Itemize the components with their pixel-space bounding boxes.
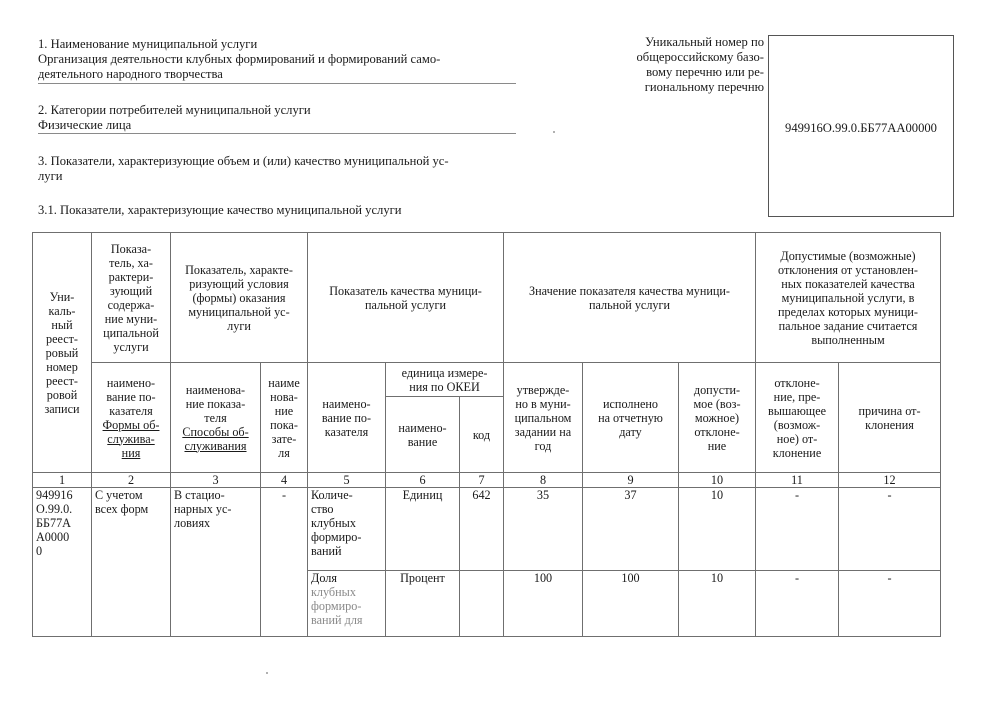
text-line: казателя	[324, 424, 369, 439]
text-line: наимено-	[322, 396, 371, 411]
col-num: 3	[171, 473, 261, 488]
text-line: ципальном	[514, 410, 572, 425]
text-line: пальное задание считается	[778, 318, 918, 333]
text-line: реест-	[45, 373, 78, 388]
indicator-c4: -	[261, 488, 308, 637]
text-line: служивания	[184, 438, 247, 453]
indicator-name-rest	[311, 585, 384, 627]
unique-label-line4: гиональному перечню	[644, 80, 764, 94]
h-form-name	[92, 363, 171, 473]
text-line: клонения	[865, 417, 914, 432]
text-line: клубных	[311, 585, 356, 599]
text-line: ния по ОКЕИ	[409, 379, 480, 394]
h-executed	[583, 363, 679, 473]
h-allowed	[679, 363, 756, 473]
text-line: наимено-	[106, 375, 156, 390]
text-line: формиро-	[311, 599, 362, 613]
consumer-category-title: 2. Категории потребителей муниципальной услуги	[38, 103, 311, 117]
column-numbers-row	[33, 473, 941, 488]
h-form-name-value	[93, 418, 169, 460]
header-row-1	[33, 233, 941, 363]
text-line: нова-	[270, 389, 298, 404]
text-line: С учетом	[95, 488, 143, 502]
unit-code: 642	[460, 488, 504, 571]
text-line: утвержде-	[516, 382, 570, 397]
text-line: ровой	[46, 387, 78, 402]
h-method-name-value	[172, 425, 259, 453]
service-method	[171, 488, 261, 637]
text-line: зате-	[271, 431, 297, 446]
h-okei-unit	[386, 363, 504, 397]
section-2	[38, 103, 516, 133]
unit-name: Процент	[386, 571, 460, 637]
text-line: ловиях	[174, 516, 211, 530]
text-line: клонение	[772, 445, 822, 460]
approved-value: 100	[504, 571, 583, 637]
text-line: выполненным	[811, 332, 885, 347]
unique-number-value: 949916О.99.0.ББ77АА00000	[785, 121, 937, 135]
text-line: ния	[121, 445, 141, 460]
col-num: 11	[756, 473, 839, 488]
text-line: мое (воз-	[693, 396, 741, 411]
quality-indicators-title: 3.1. Показатели, характеризующие качество муниципальной услуги	[38, 203, 402, 217]
text-line: но в муни-	[515, 396, 571, 411]
text-line: луги	[227, 318, 251, 333]
service-name-title: 1. Наименование муниципальной услуги	[38, 37, 258, 51]
indicators-title-line1: 3. Показатели, характеризующие объем и (или) качество муниципальной ус-	[38, 154, 449, 168]
h-quality-indicator	[308, 233, 504, 363]
header-row-2	[33, 363, 941, 397]
text-line: на отчетную	[598, 410, 663, 425]
text-line: Количе-	[311, 488, 353, 502]
text-line: пока-	[270, 417, 298, 432]
h-method-name-text	[172, 383, 259, 425]
text-line: нарных ус-	[174, 502, 232, 516]
text-line: ББ77А	[36, 516, 71, 530]
text-line: вышающее	[767, 403, 827, 418]
text-line: реест-	[45, 331, 78, 346]
text-line: Показатель, характе-	[185, 262, 293, 277]
h-quality-value	[504, 233, 756, 363]
exceeding-deviation: -	[756, 488, 839, 571]
unique-label-line2: общероссийскому базо-	[636, 50, 764, 64]
h-allowed-deviation	[756, 233, 941, 363]
text-line: пальной услуги	[588, 297, 671, 312]
deviation-reason: -	[839, 571, 941, 637]
text-line: ный	[51, 317, 73, 332]
text-line: отклонения от установлен-	[778, 262, 918, 277]
text-line: ное) от-	[776, 431, 818, 446]
quality-indicators-table	[32, 232, 941, 637]
h-conditions-indicator	[171, 233, 308, 363]
text-line: 949916	[36, 488, 73, 502]
text-line: ных показателей качества	[781, 276, 915, 291]
executed-value: 100	[583, 571, 679, 637]
text-line: Формы об-	[102, 417, 160, 432]
table-row	[33, 488, 941, 571]
text-line: всех форм	[95, 502, 149, 516]
text-line: ризующий условия	[189, 276, 289, 291]
text-line: допусти-	[693, 382, 741, 397]
section-3	[38, 154, 516, 184]
text-line: ровый	[45, 345, 79, 360]
text-line: ваний	[311, 544, 342, 558]
indicator-name-first: Доля	[311, 571, 337, 585]
scan-speck	[553, 131, 555, 133]
text-line: ние	[707, 438, 727, 453]
h-form-name-text	[93, 376, 169, 418]
text-line: Допустимые (возможные)	[780, 248, 916, 263]
text-line: ципальной	[103, 325, 159, 340]
unit-code	[460, 571, 504, 637]
col-num: 12	[839, 473, 941, 488]
text-line: единица измере-	[401, 365, 488, 380]
text-line: теля	[204, 410, 227, 425]
text-line: рактери-	[108, 269, 154, 284]
col-num: 2	[92, 473, 171, 488]
text-line: казателя	[109, 403, 153, 418]
text-line: ние показа-	[185, 396, 246, 411]
text-line: вание	[407, 434, 438, 449]
registry-number	[33, 488, 92, 637]
text-line: содержа-	[107, 297, 155, 312]
text-line: Способы об-	[182, 424, 249, 439]
text-line: Значение показателя качества муници-	[529, 283, 730, 298]
scan-speck	[266, 672, 268, 674]
consumer-category-value: Физические лица	[38, 118, 132, 132]
col-num: 7	[460, 473, 504, 488]
unique-number-label	[606, 35, 764, 95]
text-line: формиро-	[311, 530, 362, 544]
text-line: услуги	[113, 339, 149, 354]
text-line: номер	[46, 359, 78, 374]
section-3-1	[38, 203, 516, 218]
text-line: ние муни-	[104, 311, 158, 326]
text-line: клубных	[311, 516, 356, 530]
text-line: причина от-	[858, 403, 921, 418]
text-line: каль-	[48, 303, 76, 318]
text-line: О.99.0.	[36, 502, 73, 516]
text-line: тель, ха-	[109, 255, 153, 270]
text-line: можное)	[694, 410, 740, 425]
col-num: 9	[583, 473, 679, 488]
text-line: ваний для	[311, 613, 363, 627]
exceeding-deviation: -	[756, 571, 839, 637]
unique-label-line3: вому перечню или ре-	[646, 65, 764, 79]
text-line: вание по-	[106, 389, 156, 404]
text-line: ние	[274, 403, 294, 418]
text-line: пределах которых муници-	[778, 304, 918, 319]
text-line: наименова-	[185, 382, 246, 397]
h-unit-code: код	[460, 397, 504, 473]
text-line: муниципальной ус-	[188, 304, 290, 319]
text-line: год	[534, 438, 552, 453]
text-line: отклоне-	[694, 424, 740, 439]
text-line: ство	[311, 502, 334, 516]
rule-2	[38, 133, 516, 134]
text-line: (возмож-	[773, 417, 821, 432]
unique-number-box	[768, 35, 954, 217]
col-num: 8	[504, 473, 583, 488]
text-line: наимено-	[398, 420, 447, 435]
h-exceeding	[756, 363, 839, 473]
col-num: 4	[261, 473, 308, 488]
rule-1	[38, 83, 516, 84]
service-name-line2: деятельного народного творчества	[38, 67, 223, 81]
text-line: отклоне-	[774, 375, 820, 390]
text-line: исполнено	[602, 396, 659, 411]
text-line: ля	[278, 445, 290, 460]
h-unit-name	[386, 397, 460, 473]
text-line: записи	[44, 401, 80, 416]
text-line: зующий	[109, 283, 153, 298]
text-line: 0	[36, 544, 43, 558]
approved-value: 35	[504, 488, 583, 571]
unit-name: Единиц	[386, 488, 460, 571]
h-content-indicator	[92, 233, 171, 363]
col-num: 6	[386, 473, 460, 488]
h-unique-registry	[33, 233, 92, 473]
allowed-deviation: 10	[679, 571, 756, 637]
h-reason	[839, 363, 941, 473]
text-line: дату	[619, 424, 642, 439]
section-1	[38, 37, 516, 82]
h-method-name	[171, 363, 261, 473]
indicator-name	[308, 571, 386, 637]
text-line: вание по-	[321, 410, 372, 425]
col-num: 5	[308, 473, 386, 488]
text-line: ние, пре-	[773, 389, 821, 404]
deviation-reason: -	[839, 488, 941, 571]
text-line: (формы) оказания	[192, 290, 286, 305]
service-name-line1: Организация деятельности клубных формирований и формирований само-	[38, 52, 441, 66]
text-line: муниципальной услуги, в	[781, 290, 915, 305]
text-line: А0000	[36, 530, 70, 544]
indicator-name	[308, 488, 386, 571]
text-line: Показатель качества муници-	[329, 283, 482, 298]
service-form	[92, 488, 171, 637]
h-indicator-name-c4	[261, 363, 308, 473]
text-line: пальной услуги	[364, 297, 447, 312]
col-num: 10	[679, 473, 756, 488]
h-indicator-name-c5	[308, 363, 386, 473]
text-line: В стацио-	[174, 488, 225, 502]
indicators-title-line2: луги	[38, 169, 63, 183]
text-line: задании на	[514, 424, 572, 439]
text-line: наиме	[268, 375, 300, 390]
unique-label-line1: Уникальный номер по	[645, 35, 764, 49]
allowed-deviation: 10	[679, 488, 756, 571]
text-line: Показа-	[110, 241, 152, 256]
text-line: служива-	[107, 431, 155, 446]
executed-value: 37	[583, 488, 679, 571]
text-line: Уни-	[49, 289, 75, 304]
h-approved	[504, 363, 583, 473]
col-num: 1	[33, 473, 92, 488]
